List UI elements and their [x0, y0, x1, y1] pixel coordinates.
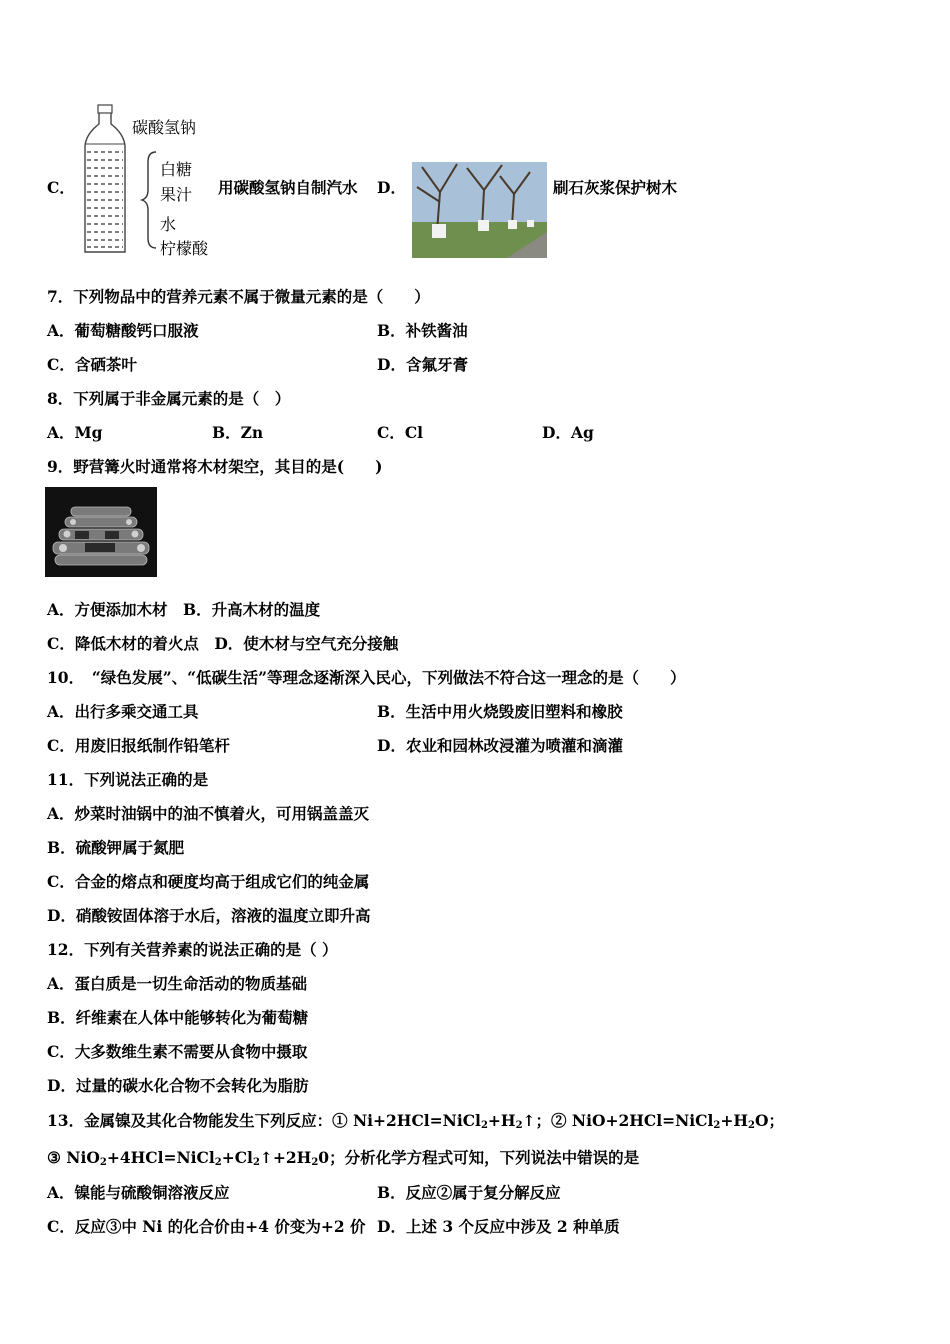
q8-option-d: D．Ag	[542, 423, 594, 442]
bottle-label-sodium-bicarbonate: 碳酸氢钠	[132, 118, 197, 137]
bottle-label-water: 水	[160, 215, 177, 234]
q6-option-d-label: D．	[377, 178, 406, 197]
bottle-label-juice: 果汁	[160, 185, 193, 204]
q7-stem: 7．下列物品中的营养元素不属于微量元素的是（ ）	[47, 287, 430, 306]
q10-option-b: B．生活中用火烧毁废旧塑料和橡胶	[377, 702, 623, 721]
q13-stem-line-2: ③ $NiO_2+4HCl=NiCl_2+Cl_2↑+2H_20$；分析化学方程式可知，下列说法中错误的是	[47, 1148, 640, 1168]
q7-option-b: B．补铁酱油	[377, 321, 468, 340]
q11-stem: 11．下列说法正确的是	[47, 770, 209, 789]
q12-option-b: B．纤维素在人体中能够转化为葡萄糖	[47, 1008, 309, 1027]
q12-option-c: C．大多数维生素不需要从食物中摄取	[47, 1042, 308, 1061]
q8-option-a: A．Mg	[47, 423, 103, 442]
q9-options-line-2: C．降低木材的着火点 D．使木材与空气充分接触	[47, 634, 399, 653]
q6-option-c-label: C．	[47, 178, 75, 197]
q11-option-b: B．硫酸钾属于氮肥	[47, 838, 185, 857]
whitewashed-trees-photo	[412, 162, 547, 258]
q12-stem: 12．下列有关营养素的说法正确的是（ ）	[47, 940, 338, 959]
q10-option-a: A．出行多乘交通工具	[47, 702, 199, 721]
q13-reaction-1: ① $Ni+2HCl=NiCl_2+H_2↑$；	[332, 1111, 552, 1131]
q7-option-c: C．含硒茶叶	[47, 355, 137, 374]
q11-option-c: C．合金的熔点和硬度均高于组成它们的纯金属	[47, 872, 370, 891]
bottle-label-sugar: 白糖	[160, 160, 193, 179]
q12-option-d: D．过量的碳水化合物不会转化为脂肪	[47, 1076, 309, 1095]
q6-option-d-text: 刷石灰浆保护树木	[553, 178, 678, 197]
q13-option-b: B．反应②属于复分解反应	[377, 1183, 561, 1202]
q8-stem: 8．下列属于非金属元素的是（ ）	[47, 389, 291, 408]
q13-option-a: A．镍能与硫酸铜溶液反应	[47, 1183, 230, 1202]
q11-option-d: D．硝酸铵固体溶于水后，溶液的温度立即升高	[47, 906, 371, 925]
q11-option-a: A．炒菜时油锅中的油不慎着火，可用锅盖盖灭	[47, 804, 370, 823]
q7-option-d: D．含氟牙膏	[377, 355, 468, 374]
q10-option-c: C．用废旧报纸制作铅笔杆	[47, 736, 230, 755]
soda-bottle-diagram	[80, 104, 132, 256]
q9-stem: 9．野营篝火时通常将木材架空，其目的是( )	[47, 457, 383, 476]
q13-reaction-2: ② $NiO+2HCl=NiCl_2+H_2O$；	[551, 1111, 784, 1131]
q8-option-b: B．Zn	[212, 423, 264, 442]
q6-option-c-text: 用碳酸氢钠自制汽水	[218, 178, 358, 197]
q13-option-c: C．反应③中 Ni 的化合价由+4 价变为+2 价	[47, 1217, 366, 1236]
q13-option-d: D．上述 3 个反应中涉及 2 种单质	[377, 1217, 620, 1236]
q10-stem: 10． “绿色发展”、“低碳生活”等理念逐渐深入民心，下列做法不符合这一理念的是（ ）	[47, 668, 686, 687]
q9-options-line-1: A．方便添加木材 B．升高木材的温度	[47, 600, 321, 619]
bonfire-photo	[45, 487, 157, 577]
q7-option-a: A．葡萄糖酸钙口服液	[47, 321, 199, 340]
q8-option-c: C．Cl	[377, 423, 424, 442]
q10-option-d: D．农业和园林改浸灌为喷灌和滴灌	[377, 736, 623, 755]
brace-icon	[140, 150, 160, 250]
q13-stem-line-1: 13．金属镍及其化合物能发生下列反应：① $Ni+2HCl=NiCl_2+H_2↑$；② $NiO+2HCl=NiCl_2+H_2O$；	[47, 1111, 784, 1131]
bottle-label-citric-acid: 柠檬酸	[160, 239, 209, 258]
q12-option-a: A．蛋白质是一切生命活动的物质基础	[47, 974, 308, 993]
